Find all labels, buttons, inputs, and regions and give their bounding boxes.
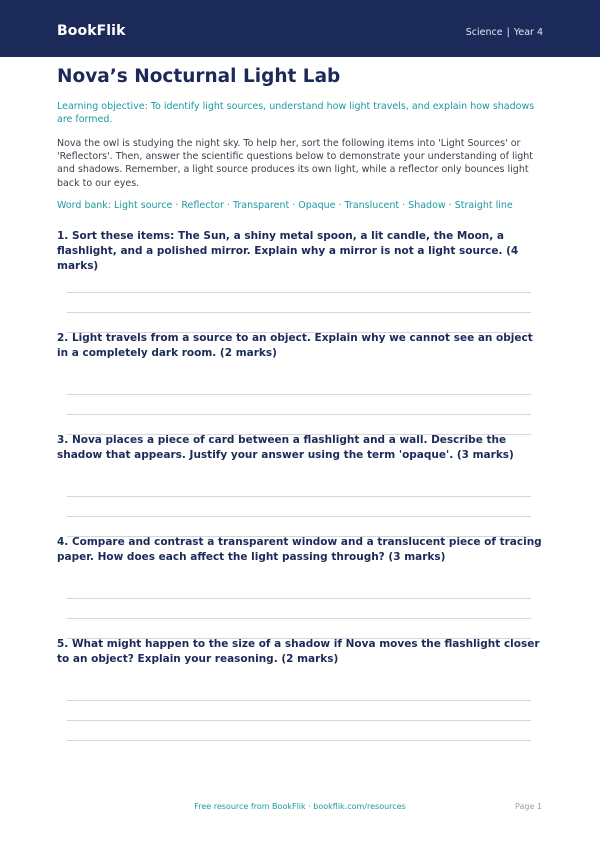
answer-line[interactable]: [67, 618, 531, 619]
answer-line[interactable]: [67, 598, 531, 599]
answer-line[interactable]: [67, 516, 531, 517]
subject-label: Science: [465, 27, 503, 38]
question-3: 3. Nova places a piece of card between a flashlight and a wall. Describe the shadow that appears. Justify your answer using the term 'opaque'. (3 marks): [57, 434, 514, 461]
year-label: Year 4: [513, 27, 543, 38]
subject-year-label: [466, 27, 543, 38]
page-number: Page 1: [515, 802, 542, 811]
answer-line[interactable]: [67, 292, 531, 293]
answer-line[interactable]: [67, 496, 531, 497]
question-4: 4. Compare and contrast a transparent window and a translucent piece of tracing paper. How does each affect the light passing through? (3 marks): [57, 536, 542, 563]
question-5: 5. What might happen to the size of a shadow if Nova moves the flashlight closer to an object? Explain your reasoning. (2 marks): [57, 638, 540, 665]
intro-paragraph: Nova the owl is studying the night sky. To help her, sort the following items into 'Light Sources' or 'Reflectors'. Then, answer the scientific questions below to demonstrate your understanding of light and shadows. Remember, a light source produces its own light, while a reflector only bounces light back to our eyes.: [57, 138, 533, 189]
brand-logo: BookFlik: [57, 23, 126, 39]
header-separator: |: [506, 27, 510, 38]
answer-line[interactable]: [67, 414, 531, 415]
answer-line[interactable]: [67, 700, 531, 701]
answer-line[interactable]: [67, 394, 531, 395]
answer-line[interactable]: [67, 740, 531, 741]
answer-line[interactable]: [67, 312, 531, 313]
header-bar: [0, 0, 600, 57]
answer-line[interactable]: [67, 720, 531, 721]
question-2: 2. Light travels from a source to an object. Explain why we cannot see an object in a completely dark room. (2 marks): [57, 332, 533, 359]
footer-credit[interactable]: Free resource from BookFlik · bookflik.com/resources: [194, 802, 406, 811]
worksheet-title: Nova’s Nocturnal Light Lab: [57, 66, 341, 87]
learning-objective: Learning objective: To identify light sources, understand how light travels, and explain how shadows are formed.: [57, 101, 535, 125]
question-1: 1. Sort these items: The Sun, a shiny metal spoon, a lit candle, the Moon, a flashlight, and a polished mirror. Explain why a mirror is not a light source. (4 marks): [57, 230, 519, 272]
word-bank: Word bank: Light source · Reflector · Transparent · Opaque · Translucent · Shadow · Straight line: [57, 200, 513, 211]
